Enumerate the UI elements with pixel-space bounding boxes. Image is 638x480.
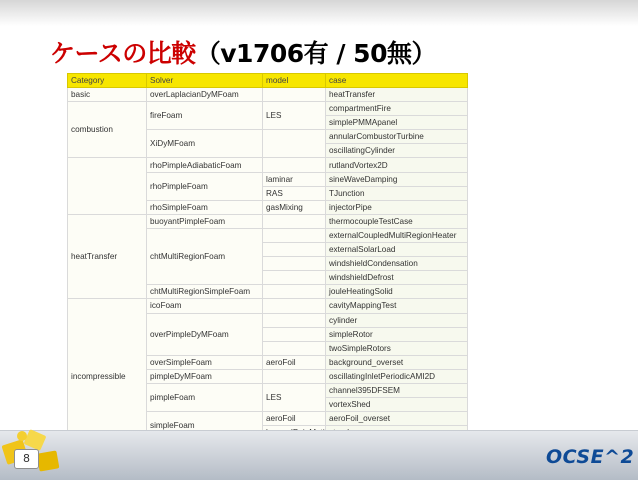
case-comparison-table <box>67 73 468 454</box>
cell-solver: XiDyMFoam <box>147 130 263 158</box>
cell-case: compartmentFire <box>326 102 468 116</box>
cell-model: LES <box>263 102 326 130</box>
cell-case: windshieldDefrost <box>326 271 468 285</box>
cell-case: oscillatingInletPeriodicAMI2D <box>326 369 468 383</box>
cell-category <box>68 158 147 214</box>
header-model: model <box>263 74 326 88</box>
cell-case: windshieldCondensation <box>326 257 468 271</box>
cell-case: jouleHeatingSolid <box>326 285 468 299</box>
cell-solver: simpleFoam <box>147 412 263 440</box>
cell-case: simpleRotor <box>326 327 468 341</box>
top-gradient-band <box>0 0 638 26</box>
cell-model <box>263 214 326 228</box>
cell-category: incompressible <box>68 299 147 454</box>
cell-solver: overPimpleDyMFoam <box>147 313 263 355</box>
cell-case: heatTransfer <box>326 88 468 102</box>
cell-case: TJunction <box>326 186 468 200</box>
cell-solver: pimpleFoam <box>147 383 263 411</box>
cell-case: channel395DFSEM <box>326 383 468 397</box>
cell-case: thermocoupleTestCase <box>326 214 468 228</box>
cell-category: heatTransfer <box>68 214 147 299</box>
cell-model <box>263 228 326 242</box>
cell-solver: fireFoam <box>147 102 263 130</box>
brand-logo-text: OCSE^2 <box>546 446 635 468</box>
cell-case: externalCoupledMultiRegionHeater <box>326 228 468 242</box>
cell-model <box>263 257 326 271</box>
slide-title-version: （v1706有 / 50無） <box>195 39 436 68</box>
header-solver: Solver <box>147 74 263 88</box>
slide-title <box>50 34 436 70</box>
table-row <box>68 88 468 102</box>
cell-solver: chtMultiRegionSimpleFoam <box>147 285 263 299</box>
table-row <box>68 299 468 313</box>
cell-case: twoSimpleRotors <box>326 341 468 355</box>
cell-case: simplePMMApanel <box>326 116 468 130</box>
cell-solver: overLaplacianDyMFoam <box>147 88 263 102</box>
table-row <box>68 158 468 172</box>
cell-model <box>263 130 326 158</box>
cell-case: injectorPipe <box>326 200 468 214</box>
cell-solver: overSimpleFoam <box>147 355 263 369</box>
cell-solver: icoFoam <box>147 299 263 313</box>
cell-case: sineWaveDamping <box>326 172 468 186</box>
cell-case: oscillatingCylinder <box>326 144 468 158</box>
cell-model <box>263 158 326 172</box>
cell-model: aeroFoil <box>263 355 326 369</box>
table-row <box>68 214 468 228</box>
footer-band <box>0 430 638 480</box>
cell-case: cavityMappingTest <box>326 299 468 313</box>
cell-model <box>263 243 326 257</box>
cell-model <box>263 369 326 383</box>
cell-case: vortexShed <box>326 398 468 412</box>
cell-category: basic <box>68 88 147 102</box>
cell-model <box>263 299 326 313</box>
cell-category: combustion <box>68 102 147 158</box>
cell-case: background_overset <box>326 355 468 369</box>
cell-model: aeroFoil <box>263 412 326 426</box>
header-category: Category <box>68 74 147 88</box>
cell-model <box>263 327 326 341</box>
cell-case: externalSolarLoad <box>326 243 468 257</box>
cell-solver: pimpleDyMFoam <box>147 369 263 383</box>
cell-solver: rhoPimpleFoam <box>147 172 263 200</box>
cell-model <box>263 88 326 102</box>
table-header-row <box>68 74 468 88</box>
cell-case: rutlandVortex2D <box>326 158 468 172</box>
header-case: case <box>326 74 468 88</box>
cell-model: laminar <box>263 172 326 186</box>
slide-title-main: ケースの比較 <box>50 39 196 68</box>
cell-solver: chtMultiRegionFoam <box>147 228 263 284</box>
cell-case: annularCombustorTurbine <box>326 130 468 144</box>
cell-solver: rhoPimpleAdiabaticFoam <box>147 158 263 172</box>
cell-solver: buoyantPimpleFoam <box>147 214 263 228</box>
cell-model <box>263 313 326 327</box>
table-row <box>68 102 468 116</box>
cell-model <box>263 285 326 299</box>
cell-model <box>263 341 326 355</box>
page-number-badge: 8 <box>14 449 39 469</box>
cell-solver: rhoSimpleFoam <box>147 200 263 214</box>
cell-model: LES <box>263 383 326 411</box>
comparison-table-panel <box>67 73 467 456</box>
cell-model: RAS <box>263 186 326 200</box>
cell-case: aeroFoil_overset <box>326 412 468 426</box>
cell-model <box>263 271 326 285</box>
cell-model: gasMixing <box>263 200 326 214</box>
cell-case: cylinder <box>326 313 468 327</box>
